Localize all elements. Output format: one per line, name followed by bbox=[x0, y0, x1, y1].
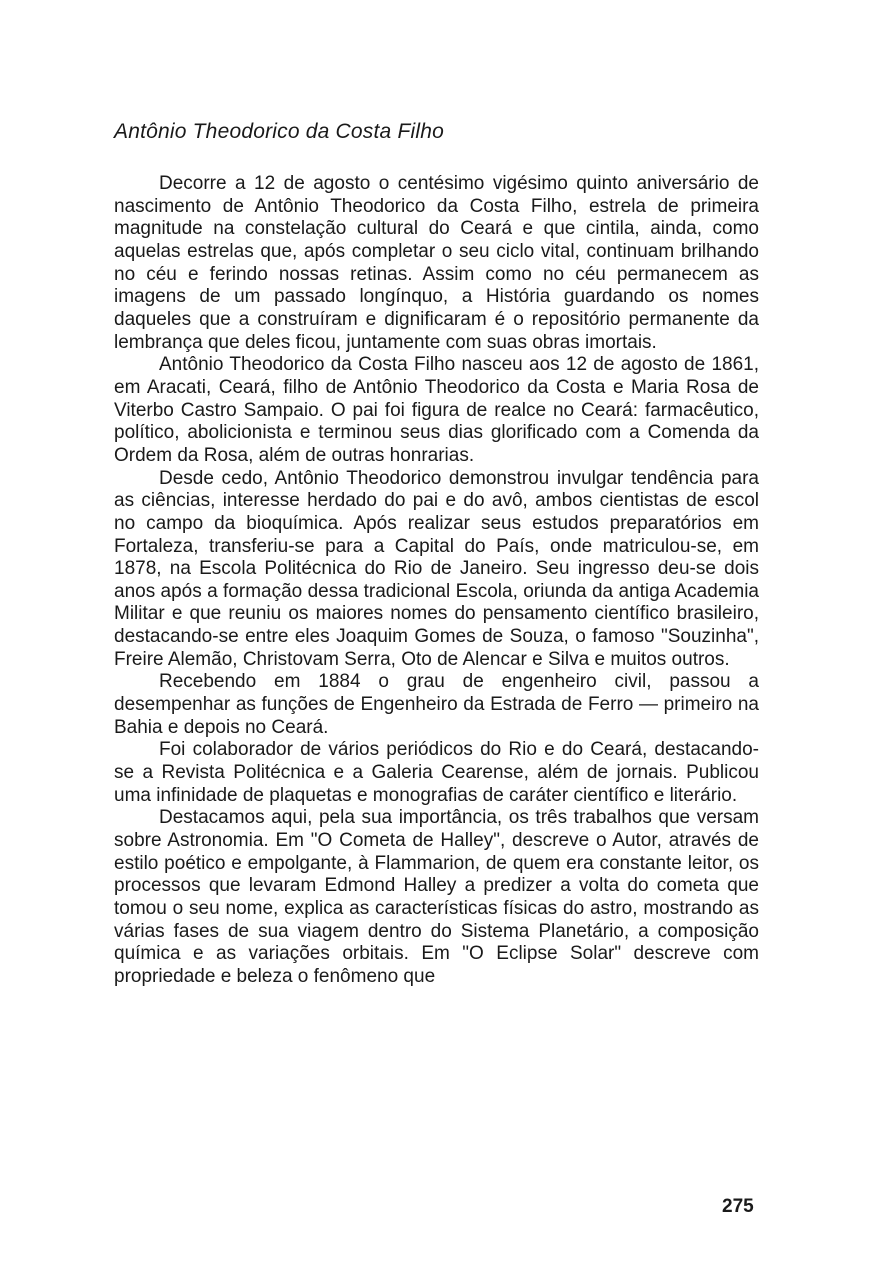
paragraph-1: Decorre a 12 de agosto o centésimo vigésimo quinto aniversário de nascimento de Antônio Theodorico da Costa Filho, estrela de primeira magnitude na constelação cultural do Ceará e que cintila, ainda, como aquelas estrelas que, após completar o seu ciclo vital, continuam brilhando no céu e ferindo nossas retinas. Assim como no céu permanecem as imagens de um passado longínquo, a História guardando os nomes daqueles que a construíram e dignificaram é o repositório permanente da lembrança que deles ficou, juntamente com suas obras imortais. bbox=[114, 173, 759, 353]
paragraph-5: Foi colaborador de vários periódicos do Rio e do Ceará, destacando-se a Revista Politécnica e a Galeria Cearense, além de jornais. Publicou uma infinidade de plaquetas e monografias de caráter científico e literário. bbox=[114, 739, 759, 806]
page-content bbox=[114, 118, 759, 989]
article-body bbox=[114, 173, 759, 989]
article-title: Antônio Theodorico da Costa Filho bbox=[114, 120, 444, 143]
paragraph-2: Antônio Theodorico da Costa Filho nasceu aos 12 de agosto de 1861, em Aracati, Ceará, filho de Antônio Theodorico da Costa e Maria Rosa de Viterbo Castro Sampaio. O pai foi figura de realce no Ceará: farmacêutico, político, abolicionista e terminou seus dias glorificado com a Comenda da Ordem da Rosa, além de outras honrarias. bbox=[114, 354, 759, 466]
page-number: 275 bbox=[722, 1196, 754, 1217]
paragraph-3: Desde cedo, Antônio Theodorico demonstrou invulgar tendência para as ciências, interesse herdado do pai e do avô, ambos cientistas de escol no campo da bioquímica. Após realizar seus estudos preparatórios em Fortaleza, transferiu-se para a Capital do País, onde matriculou-se, em 1878, na Escola Politécnica do Rio de Janeiro. Seu ingresso deu-se dois anos após a formação dessa tradicional Escola, oriunda da antiga Academia Militar e que reuniu os maiores nomes do pensamento científico brasileiro, destacando-se entre eles Joaquim Gomes de Souza, o famoso "Souzinha", Freire Alemão, Christovam Serra, Oto de Alencar e Silva e muitos outros. bbox=[114, 467, 759, 670]
paragraph-4: Recebendo em 1884 o grau de engenheiro civil, passou a desempenhar as funções de Engenheiro da Estrada de Ferro — primeiro na Bahia e depois no Ceará. bbox=[114, 671, 759, 738]
paragraph-6: Destacamos aqui, pela sua importância, os três trabalhos que versam sobre Astronomia. Em "O Cometa de Halley", descreve o Autor, através de estilo poético e empolgante, à Flammarion, de quem era constante leitor, os processos que levaram Edmond Halley a predizer a volta do cometa que tomou o seu nome, explica as características físicas do astro, mostrando as várias fases de sua viagem dentro do Sistema Planetário, a composição química e as variações orbitais. Em "O Eclipse Solar" descreve com propriedade e beleza o fenômeno que bbox=[114, 807, 759, 987]
